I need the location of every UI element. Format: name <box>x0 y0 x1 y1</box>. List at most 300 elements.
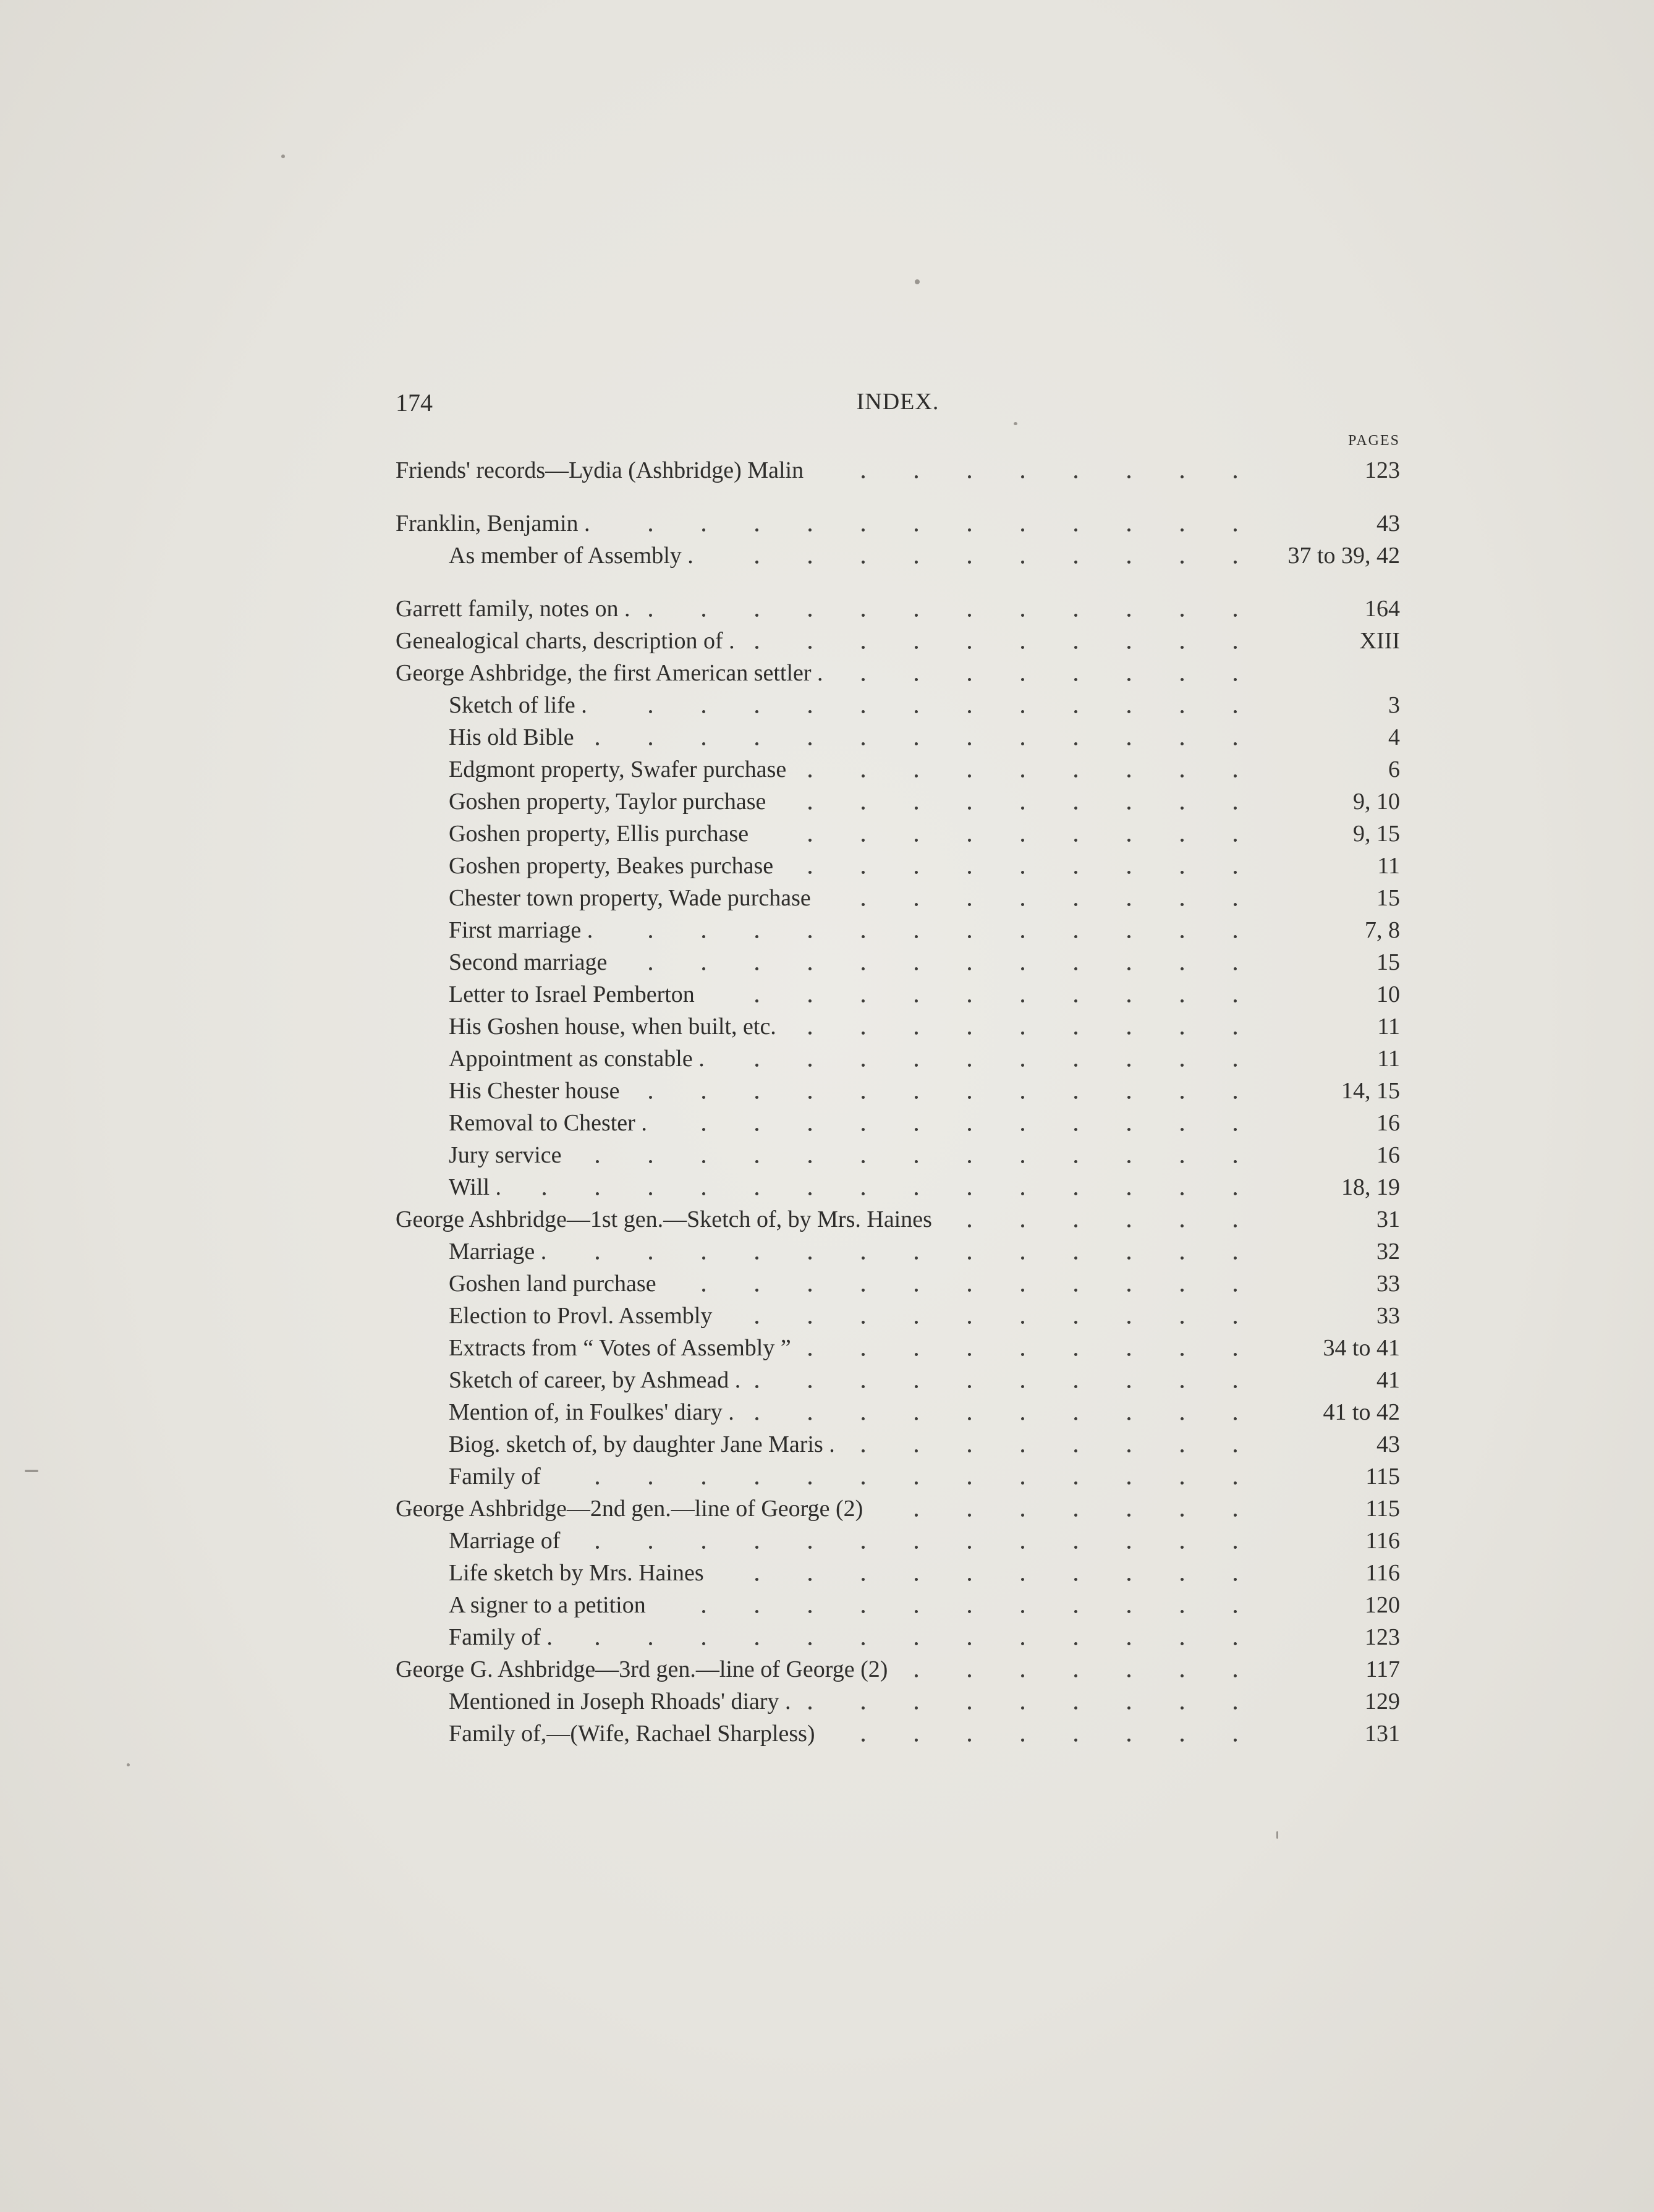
leader-dot <box>1234 967 1237 970</box>
leader-dot <box>1181 1706 1184 1710</box>
entry-label: George Ashbridge—2nd gen.—line of George (2) <box>396 1496 863 1522</box>
leader-dot <box>1234 1096 1237 1099</box>
subentry-label: Removal to Chester . <box>449 1110 647 1136</box>
leader-dot <box>1181 1610 1184 1613</box>
leader-dot <box>1181 528 1184 532</box>
leader-dot <box>649 1481 652 1485</box>
leader-dot <box>1127 871 1130 874</box>
leader-dot <box>543 1192 546 1195</box>
leader-dot <box>1127 1256 1130 1260</box>
leader-dot <box>915 1417 918 1420</box>
page-reference: 4 <box>1388 724 1400 750</box>
leader-dot <box>1021 1578 1024 1581</box>
leader-dot <box>1074 1546 1077 1549</box>
leader-dot <box>915 871 918 874</box>
leader-dot <box>1074 1449 1077 1452</box>
leader-dot <box>1181 1192 1184 1195</box>
leader-dot <box>1181 742 1184 745</box>
index-entry <box>396 454 1400 486</box>
subentry-label: Extracts from “ Votes of Assembly ” <box>449 1335 791 1361</box>
leader-dot <box>1234 839 1237 842</box>
leader-dot <box>1074 1353 1077 1356</box>
entry-label: George G. Ashbridge—3rd gen.—line of George (2) <box>396 1656 888 1682</box>
leader-dot <box>1234 935 1237 938</box>
leader-dot <box>1127 967 1130 970</box>
leader-dot <box>1127 614 1130 617</box>
index-entry <box>396 914 1400 946</box>
leader-dot <box>808 1610 812 1613</box>
leader-dot <box>1234 1256 1237 1260</box>
leader-dot <box>1127 1192 1130 1195</box>
index-entry <box>396 1268 1400 1300</box>
page-reference: 41 to 42 <box>1323 1399 1400 1425</box>
leader-dot <box>596 1160 599 1163</box>
subentry-label: His Goshen house, when built, etc. <box>449 1014 776 1040</box>
leader-dot <box>808 1706 812 1710</box>
leader-dot <box>649 1096 652 1099</box>
leader-dot <box>808 1642 812 1645</box>
leader-dot <box>755 1321 758 1324</box>
leader-dot <box>968 475 971 478</box>
page-reference: 15 <box>1376 885 1400 911</box>
index-entry <box>396 1621 1400 1653</box>
leader-dot <box>1234 1032 1237 1035</box>
leader-dot <box>862 1289 865 1292</box>
leader-dot <box>968 1449 971 1452</box>
leader-dot <box>968 935 971 938</box>
leader-dot <box>702 1160 705 1163</box>
leader-dot <box>649 614 652 617</box>
leader-dot <box>1074 742 1077 745</box>
leader-dot <box>968 710 971 713</box>
leader-dot <box>1074 1032 1077 1035</box>
leader-dot <box>915 1481 918 1485</box>
leader-dot <box>862 871 865 874</box>
leader-dot <box>755 1096 758 1099</box>
entry-label: Garrett family, notes on . <box>396 596 630 622</box>
leader-dot <box>808 1256 812 1260</box>
leader-dot <box>1021 1481 1024 1485</box>
leader-dot <box>1021 646 1024 649</box>
page-reference: 34 to 41 <box>1323 1335 1400 1361</box>
leader-dot <box>1127 1449 1130 1452</box>
leader-dot <box>1181 1546 1184 1549</box>
leader-dot <box>1234 1674 1237 1677</box>
leader-dot <box>1127 903 1130 906</box>
leader-dot <box>702 528 705 532</box>
leader-dot <box>1181 710 1184 713</box>
leader-dot <box>968 1192 971 1195</box>
index-entry <box>396 1300 1400 1332</box>
entry-label: Franklin, Benjamin . <box>396 511 590 536</box>
subentry-label: Sketch of career, by Ashmead . <box>449 1367 741 1393</box>
leader-dot <box>862 935 865 938</box>
subentry-label: As member of Assembly . <box>449 543 693 569</box>
page-reference: 117 <box>1365 1656 1400 1682</box>
leader-dot <box>915 1032 918 1035</box>
leader-dot <box>1021 807 1024 810</box>
leader-dot <box>1127 1642 1130 1645</box>
leader-dot <box>1234 1578 1237 1581</box>
leader-dot <box>1021 1032 1024 1035</box>
leader-dot <box>1021 1096 1024 1099</box>
leader-dot <box>1074 710 1077 713</box>
subentry-label: Jury service <box>449 1142 562 1168</box>
subentry-label: Sketch of life . <box>449 692 587 718</box>
index-entry <box>396 1203 1400 1235</box>
leader-dot <box>968 1224 971 1227</box>
leader-dot <box>702 967 705 970</box>
leader-dot <box>1181 1032 1184 1035</box>
leader-dot <box>1127 1739 1130 1742</box>
leader-dot <box>862 742 865 745</box>
leader-dot <box>1234 1064 1237 1067</box>
leader-dot <box>1127 774 1130 778</box>
leader-dot <box>1021 1514 1024 1517</box>
leader-dot <box>915 1353 918 1356</box>
page-header <box>396 388 1400 425</box>
leader-dot <box>1234 903 1237 906</box>
leader-dot <box>808 774 812 778</box>
subentry-label: Appointment as constable . <box>449 1046 705 1072</box>
index-entry <box>396 593 1400 625</box>
leader-dot <box>968 1610 971 1613</box>
leader-dot <box>968 1256 971 1260</box>
leader-dot <box>1234 1642 1237 1645</box>
leader-dot <box>1181 1224 1184 1227</box>
leader-dot <box>702 1546 705 1549</box>
paper-speck <box>1276 1831 1278 1839</box>
leader-dot <box>1021 614 1024 617</box>
leader-dot <box>1234 1353 1237 1356</box>
leader-dot <box>1127 1128 1130 1131</box>
leader-dot <box>596 1192 599 1195</box>
leader-dot <box>1181 903 1184 906</box>
leader-dot <box>1234 678 1237 681</box>
leader-dot <box>1021 1610 1024 1613</box>
index-entry <box>396 882 1400 914</box>
index-entry <box>396 1332 1400 1364</box>
leader-dot <box>702 1256 705 1260</box>
leader-dot <box>1181 1385 1184 1388</box>
leader-dot <box>649 1546 652 1549</box>
subentry-label: Marriage of <box>449 1528 561 1554</box>
leader-dot <box>862 614 865 617</box>
leader-dot <box>1181 935 1184 938</box>
leader-dot <box>862 903 865 906</box>
leader-dot <box>702 710 705 713</box>
leader-dot <box>1074 1192 1077 1195</box>
leader-dot <box>862 1256 865 1260</box>
index-entry <box>396 1235 1400 1268</box>
leader-dot <box>915 1385 918 1388</box>
leader-dot <box>968 1481 971 1485</box>
subentry-label: Mentioned in Joseph Rhoads' diary . <box>449 1689 791 1714</box>
leader-dot <box>596 1481 599 1485</box>
leader-dot <box>915 1321 918 1324</box>
subentry-label: Family of <box>449 1464 541 1489</box>
entry-label: Genealogical charts, description of . <box>396 628 735 654</box>
leader-dot <box>862 1128 865 1131</box>
leader-dot <box>915 1128 918 1131</box>
index-entry <box>396 946 1400 978</box>
leader-dot <box>1021 999 1024 1002</box>
leader-dot <box>968 1353 971 1356</box>
leader-dot <box>755 742 758 745</box>
leader-dot <box>1021 528 1024 532</box>
leader-dot <box>755 1385 758 1388</box>
leader-dot <box>755 561 758 564</box>
leader-dot <box>1021 475 1024 478</box>
leader-dot <box>968 614 971 617</box>
leader-dot <box>1234 807 1237 810</box>
leader-dot <box>1234 1289 1237 1292</box>
leader-dot <box>862 807 865 810</box>
page-reference: 11 <box>1377 1046 1400 1072</box>
leader-dot <box>1181 1096 1184 1099</box>
leader-dot <box>915 774 918 778</box>
index-entry <box>396 1107 1400 1139</box>
leader-dot <box>702 1610 705 1613</box>
index-entry <box>396 1428 1400 1460</box>
leader-dot <box>1234 1385 1237 1388</box>
subentry-label: First marriage . <box>449 917 593 943</box>
leader-dot <box>649 1192 652 1195</box>
index-entry <box>396 1075 1400 1107</box>
leader-dot <box>1074 614 1077 617</box>
leader-dot <box>1021 903 1024 906</box>
leader-dot <box>596 1256 599 1260</box>
leader-dot <box>915 614 918 617</box>
paper-speck <box>127 1763 130 1766</box>
leader-dot <box>1074 774 1077 778</box>
leader-dot <box>915 1739 918 1742</box>
leader-dot <box>755 1610 758 1613</box>
leader-dot <box>1234 1224 1237 1227</box>
leader-dot <box>1074 1417 1077 1420</box>
entry-label: George Ashbridge—1st gen.—Sketch of, by Mrs. Haines <box>396 1206 932 1232</box>
leader-dot <box>1181 1160 1184 1163</box>
leader-dot <box>1127 1706 1130 1710</box>
index-entry <box>396 850 1400 882</box>
entry-label: George Ashbridge, the first American settler . <box>396 660 823 686</box>
leader-dot <box>1234 614 1237 617</box>
leader-dot <box>808 1160 812 1163</box>
running-head: INDEX. <box>856 389 939 415</box>
leader-dot <box>1234 528 1237 532</box>
leader-dot <box>1074 935 1077 938</box>
leader-dot <box>968 1417 971 1420</box>
page-reference: 115 <box>1365 1496 1400 1522</box>
leader-dot <box>755 1256 758 1260</box>
leader-dot <box>1181 646 1184 649</box>
leader-dot <box>755 967 758 970</box>
leader-dot <box>808 1353 812 1356</box>
leader-dot <box>915 1096 918 1099</box>
leader-dot <box>862 967 865 970</box>
leader-dot <box>1234 1449 1237 1452</box>
index-entry <box>396 1589 1400 1621</box>
leader-dot <box>862 1417 865 1420</box>
leader-dot <box>915 678 918 681</box>
leader-dot <box>649 710 652 713</box>
leader-dot <box>1181 1642 1184 1645</box>
leader-dot <box>808 1289 812 1292</box>
leader-dot <box>808 1385 812 1388</box>
leader-dot <box>1074 528 1077 532</box>
leader-dot <box>1234 1417 1237 1420</box>
index-entry <box>396 1171 1400 1203</box>
leader-dot <box>755 1481 758 1485</box>
leader-dot <box>1127 475 1130 478</box>
leader-dot <box>1021 1385 1024 1388</box>
page-reference: 41 <box>1376 1367 1400 1393</box>
page-reference: 123 <box>1365 457 1400 483</box>
page-reference: 123 <box>1365 1624 1400 1650</box>
leader-dot <box>862 1064 865 1067</box>
leader-dot <box>915 903 918 906</box>
leader-dot <box>915 1578 918 1581</box>
leader-dot <box>968 999 971 1002</box>
page-reference: 32 <box>1376 1239 1400 1265</box>
leader-dot <box>862 774 865 778</box>
leader-dot <box>1074 678 1077 681</box>
leader-dot <box>1021 1546 1024 1549</box>
leader-dot <box>1234 1481 1237 1485</box>
leader-dot <box>1074 1256 1077 1260</box>
leader-dot <box>862 1032 865 1035</box>
leader-dot <box>1127 1064 1130 1067</box>
page-reference: 33 <box>1376 1303 1400 1329</box>
page-reference: XIII <box>1359 628 1400 654</box>
leader-dot <box>968 871 971 874</box>
leader-dot <box>1234 1706 1237 1710</box>
leader-dot <box>1127 1321 1130 1324</box>
leader-dot <box>1074 1096 1077 1099</box>
leader-dot <box>1074 807 1077 810</box>
leader-dot <box>915 646 918 649</box>
leader-dot <box>968 1739 971 1742</box>
subentry-label: His Chester house <box>449 1078 620 1104</box>
leader-dot <box>862 528 865 532</box>
leader-dot <box>915 807 918 810</box>
subentry-label: Second marriage <box>449 949 608 975</box>
leader-dot <box>915 528 918 532</box>
leader-dot <box>862 1160 865 1163</box>
index-entry <box>396 1685 1400 1718</box>
leader-dot <box>1181 614 1184 617</box>
leader-dot <box>1021 1289 1024 1292</box>
leader-dot <box>649 935 652 938</box>
leader-dot <box>1181 1321 1184 1324</box>
leader-dot <box>862 1642 865 1645</box>
leader-dot <box>862 475 865 478</box>
leader-dot <box>808 935 812 938</box>
leader-dot <box>1074 1064 1077 1067</box>
leader-dot <box>1234 710 1237 713</box>
leader-dot <box>1074 1514 1077 1517</box>
leader-dot <box>1074 1610 1077 1613</box>
page-reference: 16 <box>1376 1142 1400 1168</box>
leader-dot <box>1021 1449 1024 1452</box>
leader-dot <box>1181 1353 1184 1356</box>
index-entry <box>396 1557 1400 1589</box>
leader-dot <box>1127 999 1130 1002</box>
subentry-label: Goshen property, Taylor purchase <box>449 789 766 815</box>
page-reference: 3 <box>1388 692 1400 718</box>
leader-dot <box>1074 475 1077 478</box>
leader-dot <box>808 871 812 874</box>
leader-dot <box>1021 1192 1024 1195</box>
leader-dot <box>968 1546 971 1549</box>
subentry-label: Mention of, in Foulkes' diary . <box>449 1399 734 1425</box>
leader-dot <box>1021 1256 1024 1260</box>
entry-label: Friends' records—Lydia (Ashbridge) Malin <box>396 457 804 483</box>
leader-dot <box>968 774 971 778</box>
index-entry <box>396 978 1400 1011</box>
subentry-label: Family of,—(Wife, Rachael Sharpless) <box>449 1721 815 1747</box>
leader-dot <box>1181 1256 1184 1260</box>
leader-dot <box>1074 1289 1077 1292</box>
leader-dot <box>1021 839 1024 842</box>
leader-dot <box>862 1481 865 1485</box>
leader-dot <box>1127 1224 1130 1227</box>
leader-dot <box>755 1064 758 1067</box>
leader-dot <box>968 807 971 810</box>
leader-dot <box>1074 999 1077 1002</box>
page-reference: 10 <box>1376 981 1400 1007</box>
page-reference: 43 <box>1376 1431 1400 1457</box>
leader-dot <box>1234 742 1237 745</box>
leader-dot <box>862 710 865 713</box>
leader-dot <box>649 1160 652 1163</box>
paper-speck <box>25 1470 38 1472</box>
leader-dot <box>915 1514 918 1517</box>
leader-dot <box>1074 871 1077 874</box>
leader-dot <box>862 1706 865 1710</box>
leader-dot <box>1181 1514 1184 1517</box>
leader-dot <box>1234 475 1237 478</box>
leader-dot <box>1127 561 1130 564</box>
subentry-label: His old Bible <box>449 724 574 750</box>
leader-dot <box>968 1289 971 1292</box>
pages-column-heading: PAGES <box>1348 433 1400 449</box>
leader-dot <box>1127 1578 1130 1581</box>
leader-dot <box>1181 1449 1184 1452</box>
leader-dot <box>755 1160 758 1163</box>
leader-dot <box>1021 1417 1024 1420</box>
leader-dot <box>968 1032 971 1035</box>
leader-dot <box>808 561 812 564</box>
leader-dot <box>968 646 971 649</box>
subentry-label: Chester town property, Wade purchase <box>449 885 811 911</box>
leader-dot <box>1021 935 1024 938</box>
leader-dot <box>702 1192 705 1195</box>
index-entry <box>396 721 1400 753</box>
leader-dot <box>702 1481 705 1485</box>
leader-dot <box>808 646 812 649</box>
leader-dot <box>1181 1578 1184 1581</box>
leader-dot <box>755 1546 758 1549</box>
leader-dot <box>915 1289 918 1292</box>
leader-dot <box>862 1546 865 1549</box>
page-reference: 18, 19 <box>1341 1174 1400 1200</box>
leader-dot <box>1234 646 1237 649</box>
leader-dot <box>1074 839 1077 842</box>
leader-dot <box>755 710 758 713</box>
leader-dot <box>1234 1739 1237 1742</box>
leader-dot <box>915 1449 918 1452</box>
